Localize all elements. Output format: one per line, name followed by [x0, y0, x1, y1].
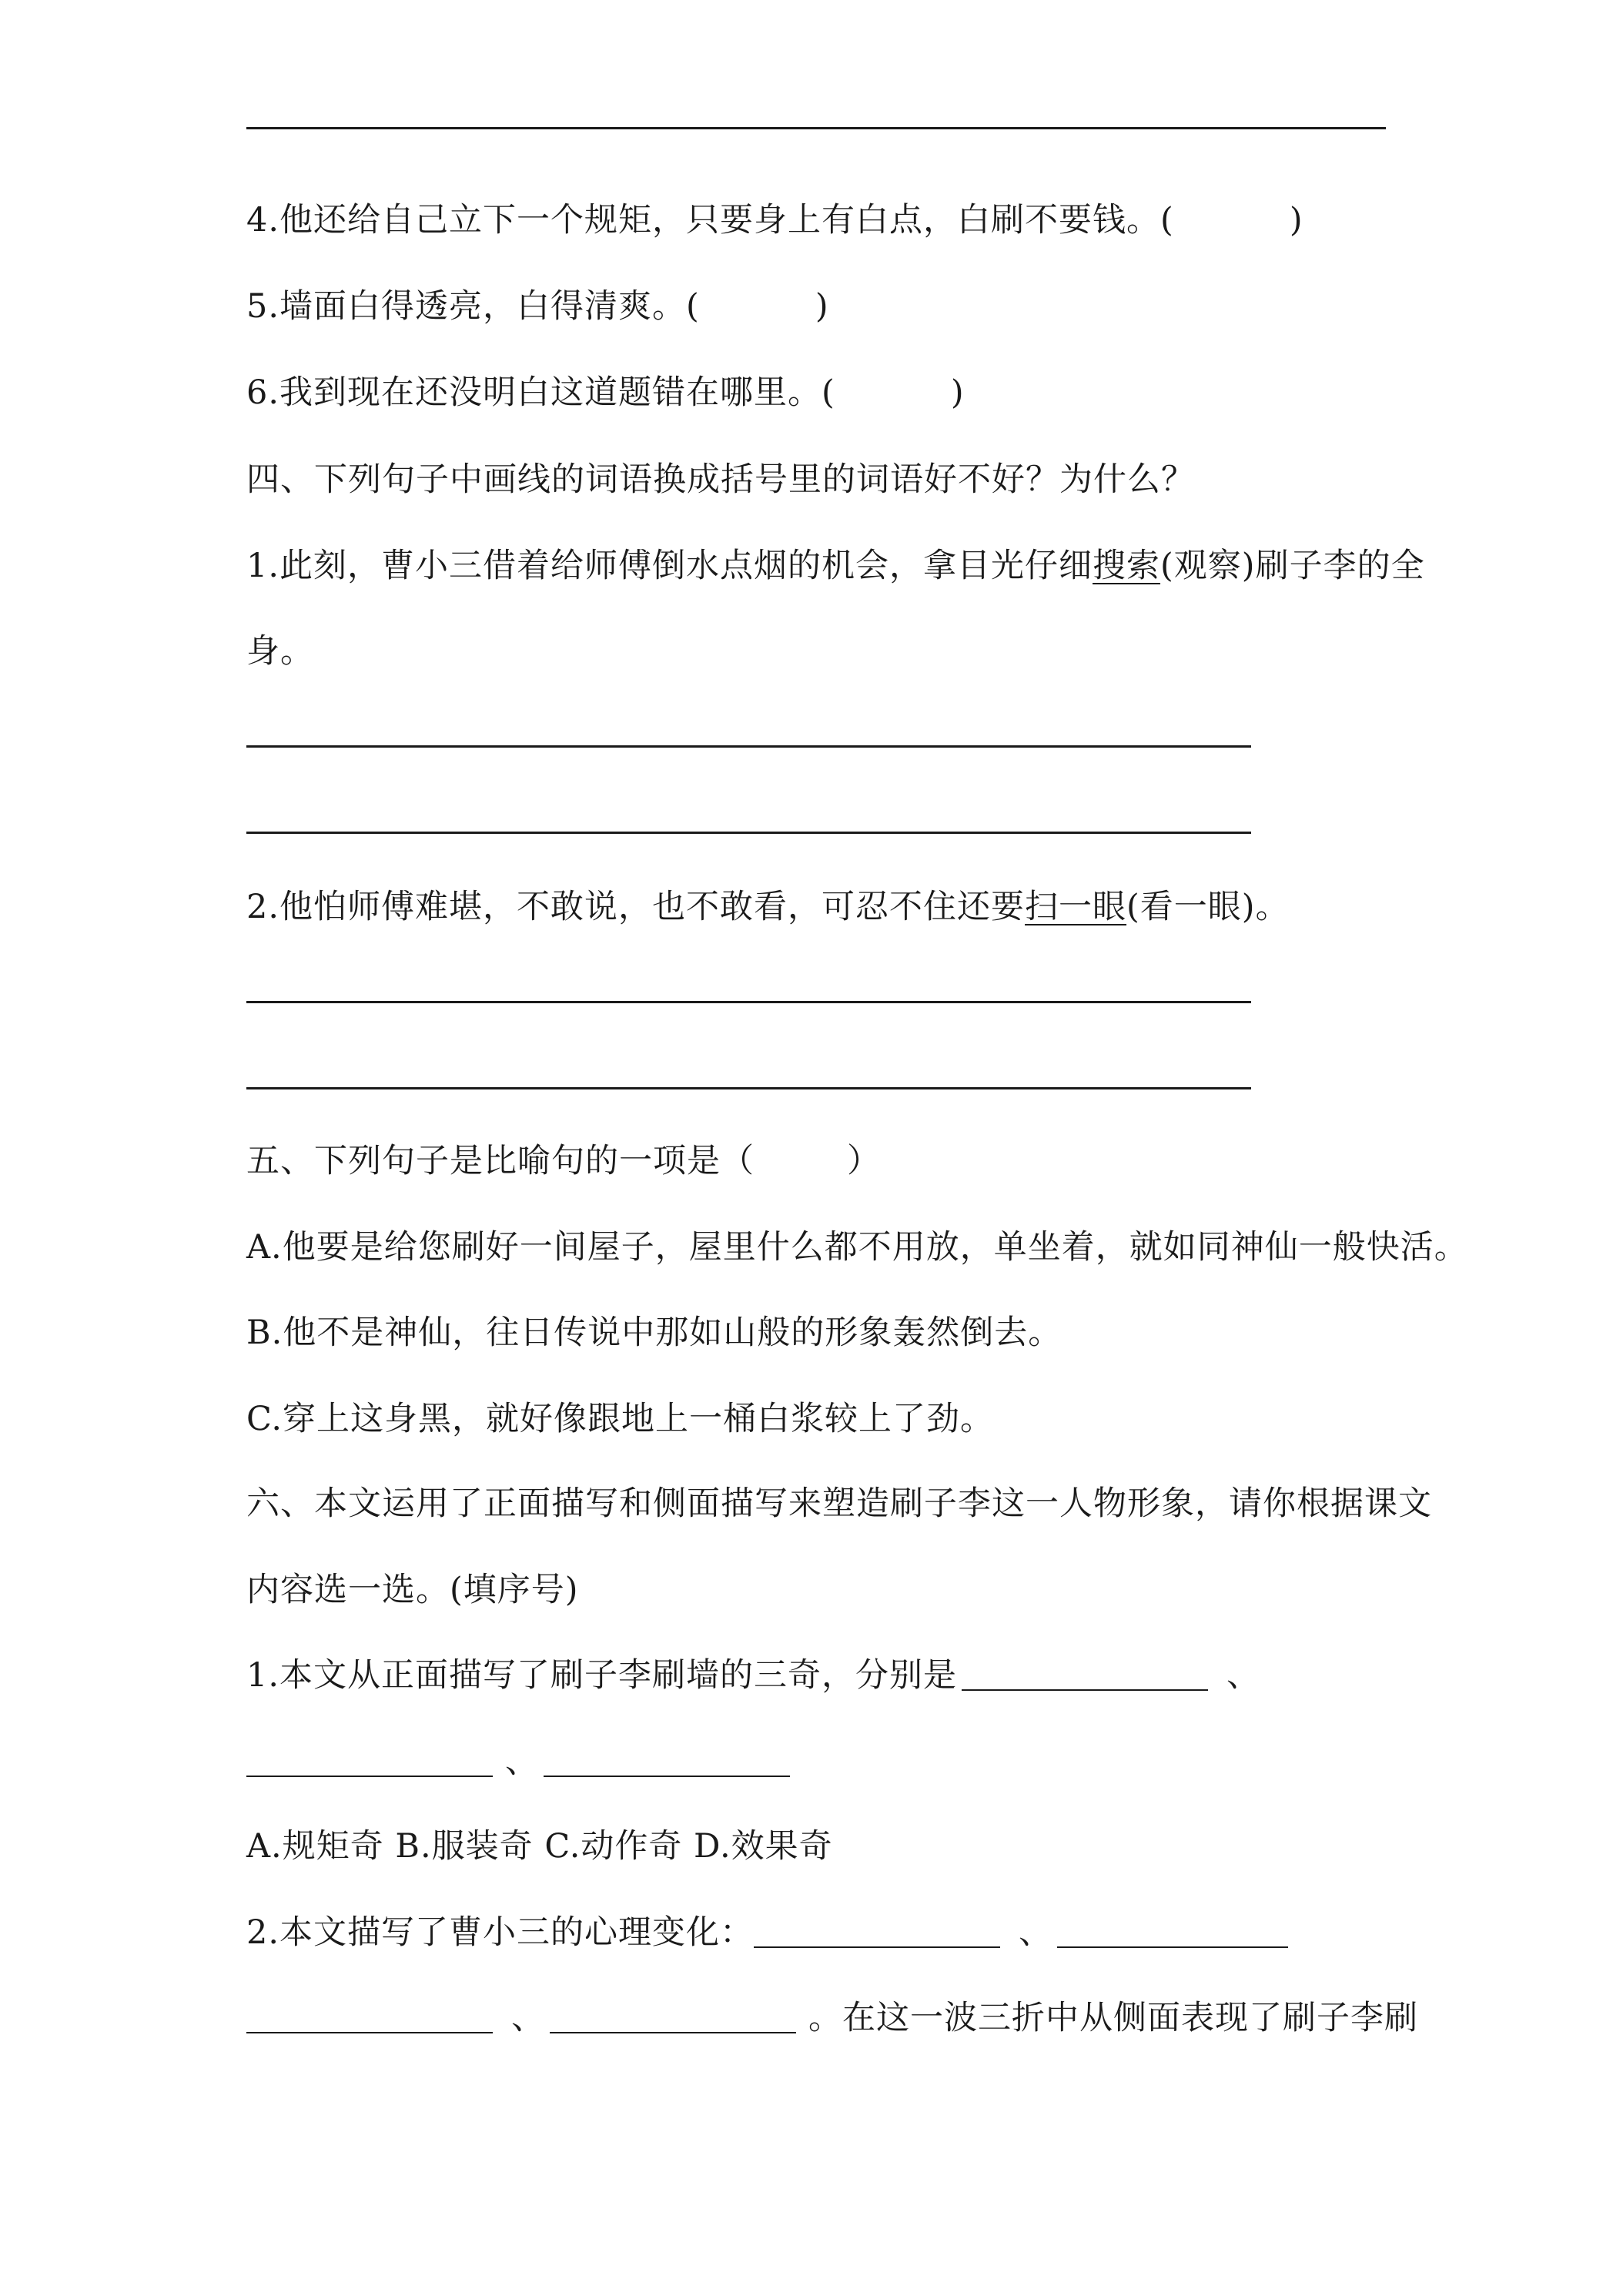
- separator: 、: [505, 1742, 539, 1781]
- section-5-title: [246, 1140, 881, 1183]
- question-6-2: [246, 1911, 1293, 1954]
- section-5-title-close: ）: [847, 1142, 881, 1180]
- section-5-title-text: 五、下列句子是比喻句的一项是（: [246, 1142, 755, 1180]
- question-4-1-text-a: 1.此刻，曹小三借着给师傅倒水点烟的机会，拿目光仔细: [246, 547, 1093, 585]
- answer-blank-6-2-b[interactable]: [1057, 1916, 1288, 1948]
- answer-blank-6-2-d[interactable]: [550, 2001, 796, 2033]
- separator: 、: [1226, 1656, 1261, 1695]
- answer-blank-6-1-b[interactable]: [246, 1745, 493, 1777]
- option-5-c: C.穿上这身黑，就好像跟地上一桶白浆较上了劲。: [246, 1400, 995, 1438]
- section-4-title: 四、下列句子中画线的词语换成括号里的词语好不好？为什么？: [246, 460, 1195, 499]
- answer-blank-6-2-a[interactable]: [754, 1916, 1000, 1948]
- separator: 、: [511, 1999, 545, 2037]
- answer-line-4-1-a: [246, 745, 1251, 748]
- answer-line-4-2-a: [246, 1001, 1251, 1003]
- top-answer-line: [246, 127, 1386, 129]
- question-3-4: [246, 199, 1303, 242]
- question-4-2: [246, 885, 1290, 929]
- answer-blank-6-1-c[interactable]: [544, 1745, 790, 1777]
- question-6-2-text: 2.本文描写了曹小三的心理变化：: [246, 1913, 755, 1952]
- question-4-2-text-a: 2.他怕师傅难堪，不敢说，也不敢看，可忍不住还要: [246, 888, 1026, 926]
- question-4-1-continued: 身。: [246, 632, 314, 671]
- section-6-title-continued: 内容选一选。(填序号): [246, 1571, 579, 1609]
- question-4-2-text-b: (看一眼)。: [1126, 888, 1290, 926]
- section-6-title: 六、本文运用了正面描写和侧面描写来塑造刷子李这一人物形象，请你根据课文: [246, 1484, 1432, 1523]
- question-6-1-blanks: [246, 1740, 795, 1783]
- question-4-2-underlined-word: 扫一眼: [1025, 888, 1127, 926]
- question-3-5: [246, 285, 829, 328]
- answer-blank-6-2-c[interactable]: [246, 2001, 493, 2033]
- question-3-4-text: 4.他还给自己立下一个规矩，只要身上有白点，白刷不要钱。(: [246, 201, 1174, 239]
- question-3-6: [246, 371, 965, 414]
- question-6-2-continued: [246, 1996, 1418, 2040]
- question-3-5-close: ): [815, 287, 829, 326]
- question-3-6-close: ): [950, 373, 965, 412]
- separator: 、: [1019, 1913, 1053, 1952]
- answer-blank-6-1-a[interactable]: [962, 1658, 1208, 1691]
- question-3-5-text: 5.墙面白得透亮，白得清爽。(: [246, 287, 700, 326]
- question-4-1-underlined-word: 搜索: [1093, 547, 1161, 585]
- question-4-1-text-b: (观察)刷子李的全: [1160, 547, 1425, 585]
- question-6-2-tail: 。在这一波三折中从侧面表现了刷子李刷: [808, 1999, 1418, 2037]
- question-6-1-text: 1.本文从正面描写了刷子李刷墙的三奇，分别是: [246, 1656, 958, 1695]
- option-5-a: A.他要是给您刷好一间屋子，屋里什么都不用放，单坐着，就如同神仙一般快活。: [246, 1228, 1468, 1267]
- answer-line-4-1-b: [246, 832, 1251, 834]
- question-6-1-options: A.规矩奇 B.服装奇 C.动作奇 D.效果奇: [246, 1827, 833, 1866]
- question-6-1: [246, 1654, 1260, 1697]
- option-5-b: B.他不是神仙，往日传说中那如山般的形象轰然倒去。: [246, 1314, 1062, 1352]
- question-4-1: [246, 544, 1425, 587]
- answer-line-4-2-b: [246, 1087, 1251, 1089]
- question-3-6-text: 6.我到现在还没明白这道题错在哪里。(: [246, 373, 835, 412]
- question-3-4-close: ): [1289, 201, 1303, 239]
